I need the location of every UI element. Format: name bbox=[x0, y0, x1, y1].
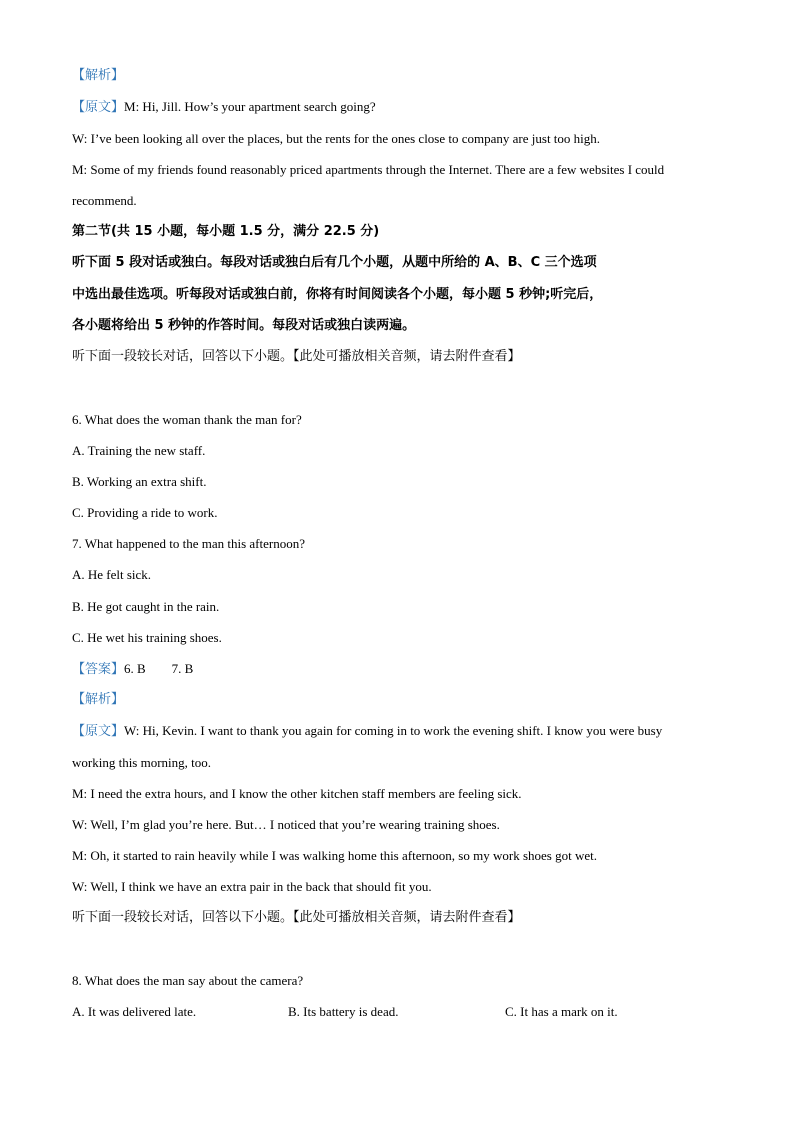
audio-note: 听下面一段较长对话，回答以下小题。【此处可播放相关音频，请去附件查看】 bbox=[72, 349, 521, 364]
answer-tag: 【答案】 bbox=[72, 662, 125, 677]
option-7b: B. He got caught in the rain. bbox=[72, 599, 220, 614]
option-6a: A. Training the new staff. bbox=[72, 443, 206, 458]
option-7a: A. He felt sick. bbox=[72, 567, 152, 582]
script-line: working this morning, too. bbox=[72, 755, 212, 770]
instructions-line: 听下面 5 段对话或独白。每段对话或独白后有几个小题，从题中所给的 A、B、C 三个选项 bbox=[72, 255, 597, 270]
answer-text: 6. B 7. B bbox=[124, 661, 194, 676]
script-line bbox=[72, 722, 662, 741]
question-8: 8. What does the man say about the camera? bbox=[72, 973, 304, 988]
script-line: W: Well, I’m glad you’re here. But… I noticed that you’re wearing training shoes. bbox=[72, 817, 500, 832]
script-text: M: Hi, Jill. How’s your apartment search going? bbox=[124, 99, 376, 114]
script-line: recommend. bbox=[72, 193, 137, 208]
answer-line bbox=[72, 660, 193, 679]
question-7: 7. What happened to the man this afternoon? bbox=[72, 536, 305, 551]
script-line: M: I need the extra hours, and I know the other kitchen staff members are feeling sick. bbox=[72, 786, 522, 801]
script-line: W: Well, I think we have an extra pair in the back that should fit you. bbox=[72, 879, 432, 894]
script-text: W: Hi, Kevin. I want to thank you again for coming in to work the evening shift. I know you were busy bbox=[124, 723, 663, 738]
section-heading: 第二节(共 15 小题，每小题 1.5 分，满分 22.5 分) bbox=[72, 224, 380, 239]
instructions-line: 中选出最佳选项。听每段对话或独白前，你将有时间阅读各个小题，每小题 5 秒钟;听完后， bbox=[72, 287, 603, 302]
analysis-tag: 【解析】 bbox=[72, 68, 125, 83]
option-6b: B. Working an extra shift. bbox=[72, 474, 207, 489]
script-line bbox=[72, 98, 376, 117]
question-6: 6. What does the woman thank the man for? bbox=[72, 412, 302, 427]
script-line: M: Some of my friends found reasonably priced apartments through the Internet. There are a few websites I could bbox=[72, 162, 665, 177]
instructions-line: 各小题将给出 5 秒钟的作答时间。每段对话或独白读两遍。 bbox=[72, 318, 416, 333]
script-tag: 【原文】 bbox=[72, 100, 125, 115]
option-8a: A. It was delivered late. bbox=[72, 1004, 197, 1019]
script-line: W: I’ve been looking all over the places, but the rents for the ones close to company are just too high. bbox=[72, 131, 601, 146]
option-6c: C. Providing a ride to work. bbox=[72, 505, 218, 520]
audio-note: 听下面一段较长对话，回答以下小题。【此处可播放相关音频，请去附件查看】 bbox=[72, 910, 521, 925]
option-8b: B. Its battery is dead. bbox=[288, 1004, 399, 1019]
script-tag: 【原文】 bbox=[72, 724, 125, 739]
option-8c: C. It has a mark on it. bbox=[505, 1004, 618, 1019]
option-7c: C. He wet his training shoes. bbox=[72, 630, 222, 645]
analysis-tag: 【解析】 bbox=[72, 692, 125, 707]
script-line: M: Oh, it started to rain heavily while I was walking home this afternoon, so my work shoes got wet. bbox=[72, 848, 597, 863]
